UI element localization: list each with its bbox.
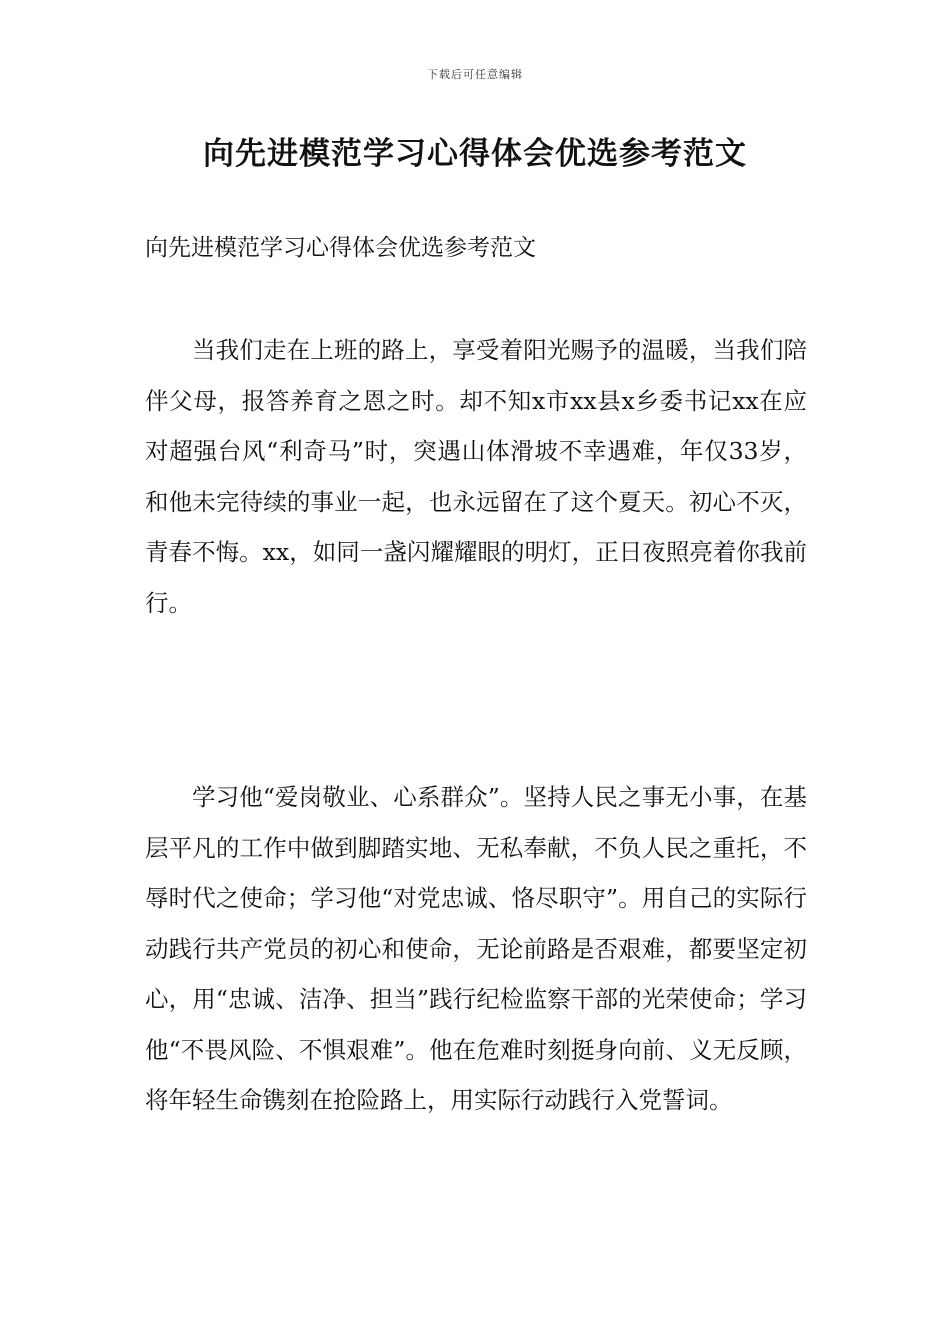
header-note: 下载后可任意编辑 <box>427 68 523 81</box>
paragraph-1: 当我们走在上班的路上，享受着阳光赐予的温暖，当我们陪伴父母，报答养育之恩之时。却不知x市xx县x乡委书记xx在应对超强台风“利奇马”时，突遇山体滑坡不幸遇难，年仅33岁，和他未完待续的事业一起，也永远留在了这个夏天。初心不灭，青春不悔。xx，如同一盏闪耀耀眼的明灯，正日夜照亮着你我前行。 <box>145 336 807 617</box>
paragraph-2: 学习他“爱岗敬业、心系群众”。坚持人民之事无小事，在基层平凡的工作中做到脚踏实地、无私奉献，不负人民之重托，不辱时代之使命；学习他“对党忠诚、恪尽职守”。用自己的实际行动践行共产党员的初心和使命，无论前路是否艰难，都要坚定初心，用“忠诚、洁净、担当”践行纪检监察干部的光荣使命；学习他“不畏风险、不惧艰难”。他在危难时刻挺身向前、义无反顾，将年轻生命镌刻在抢险路上，用实际行动践行入党誓词。 <box>145 783 807 1114</box>
document-title: 向先进模范学习心得体会优选参考范文 <box>203 136 747 172</box>
document-subtitle: 向先进模范学习心得体会优选参考范文 <box>145 235 536 261</box>
